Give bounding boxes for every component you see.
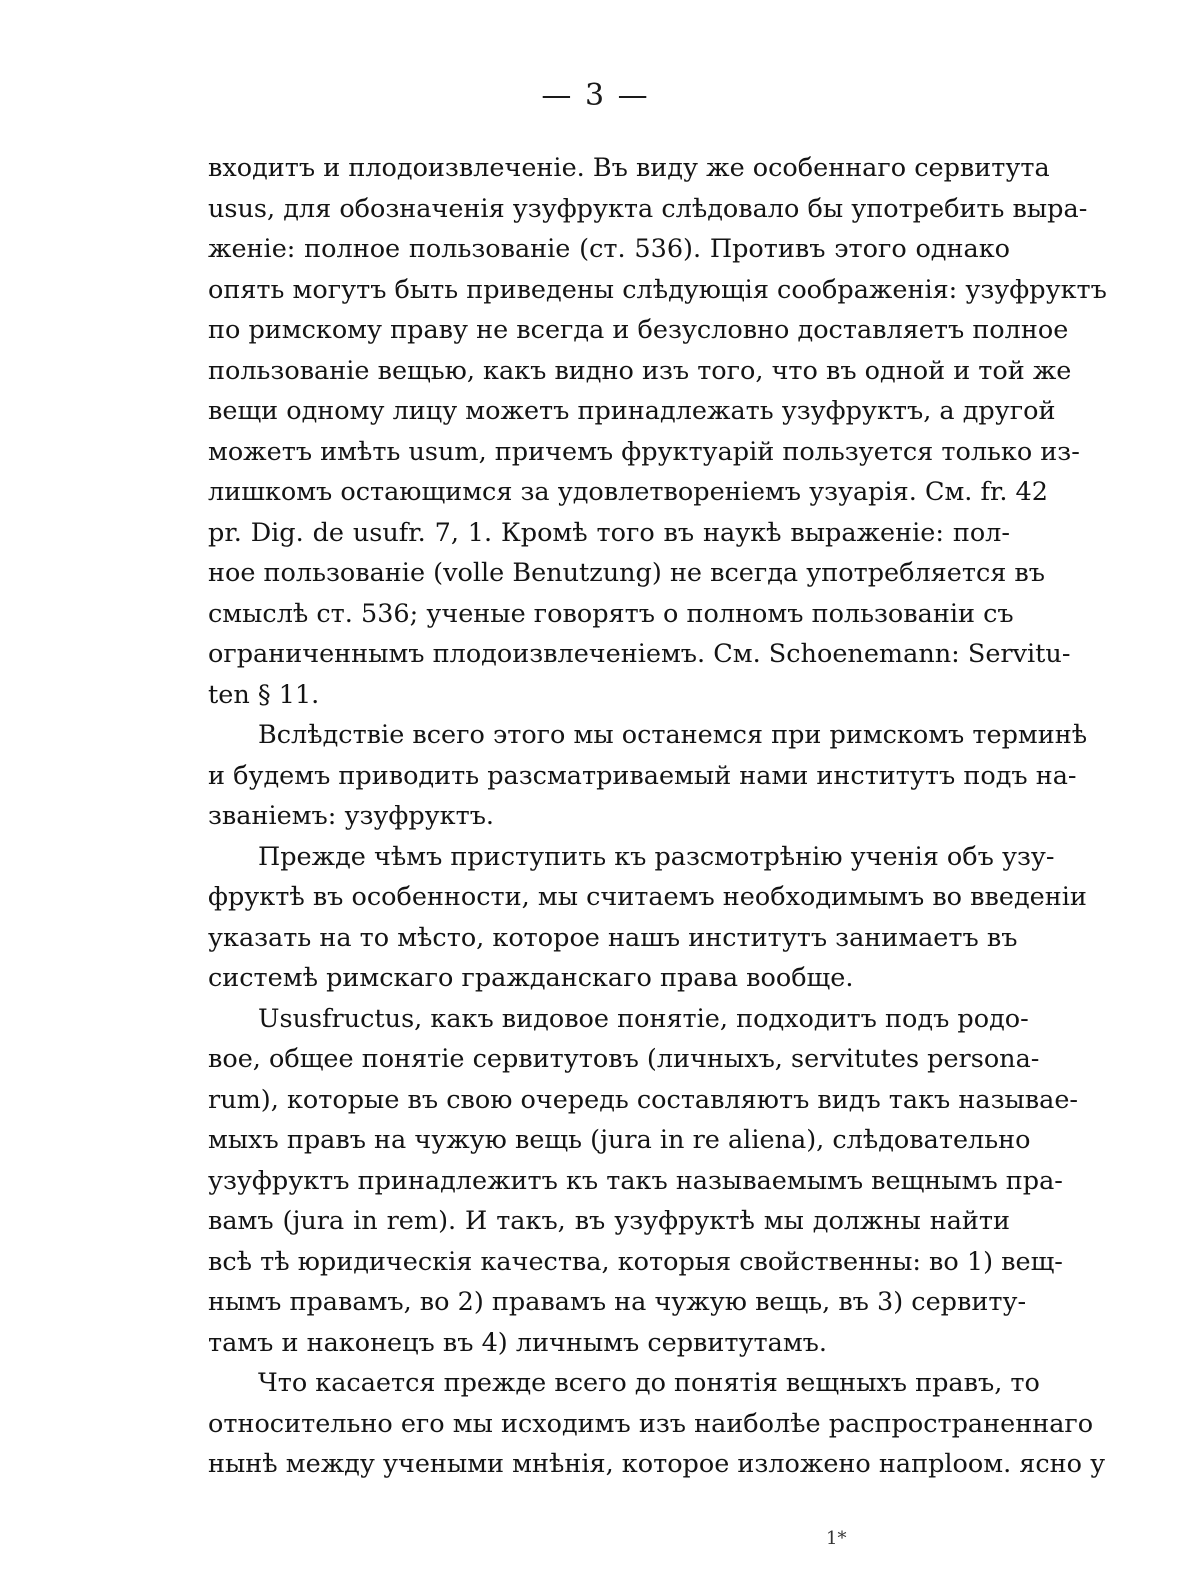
- text-line: вещи одному лицу можетъ принадлежать узуфруктъ, а другой: [208, 396, 1056, 426]
- text-line: указать на то мѣсто, которое нашъ институтъ занимаетъ въ: [208, 922, 1018, 953]
- text-line: rum), которые въ свою очередь составляютъ видъ такъ называе-: [208, 1084, 1079, 1115]
- text-line: usus, для обозначенія узуфрукта слѣдовало бы употребить выра-: [208, 193, 1088, 224]
- text-line: ten § 11.: [208, 679, 320, 710]
- text-line: по римскому праву не всегда и безусловно доставляетъ полное: [208, 315, 1069, 345]
- paragraph-start-line: Вслѣдствіе всего этого мы останемся при римскомъ терминѣ: [258, 720, 1088, 750]
- paragraph-start-line: Ususfructus, какъ видовое понятіе, подходитъ подъ родо-: [258, 1003, 1029, 1034]
- text-line: всѣ тѣ юридическія качества, которыя свойственны: во 1) вещ-: [208, 1246, 1063, 1277]
- text-line: входитъ и плодоизвлеченіе. Въ виду же особеннаго сервитута: [208, 153, 1050, 183]
- text-line: опять могутъ быть приведены слѣдующія соображенія: узуфруктъ: [208, 274, 1107, 305]
- paragraph-start-line: Что касается прежде всего до понятія вещныхъ правъ, то: [258, 1368, 1040, 1398]
- paragraph-start-line: Прежде чѣмъ приступить къ разсмотрѣнію ученія объ узу-: [258, 841, 1055, 872]
- text-line: женіе: полное пользованіе (ст. 536). Противъ этого однако: [208, 234, 1010, 264]
- text-line: можетъ имѣть usum, причемъ фруктуарій пользуется только из-: [208, 436, 1080, 467]
- text-line: ограниченнымъ плодоизвлеченіемъ. См. Schoenemann: Servitu-: [208, 639, 1071, 669]
- text-line: лишкомъ остающимся за удовлетвореніемъ узуарія. См. fr. 42: [208, 477, 1049, 507]
- text-line: вое, общее понятіе сервитутовъ (личныхъ, servitutes persona-: [208, 1044, 1040, 1074]
- text-line: относительно его мы исходимъ изъ наиболѣе распространеннаго: [208, 1408, 1094, 1439]
- text-line: нынѣ между учеными мнѣнія, которое изложено напрlooм. ясно у: [208, 1449, 1106, 1479]
- text-line: нымъ правамъ, во 2) правамъ на чужую вещь, въ 3) сервиту-: [208, 1287, 1027, 1317]
- text-line: и будемъ приводить разсматриваемый нами институтъ подъ на-: [208, 760, 1077, 791]
- text-line: узуфруктъ принадлежитъ къ такъ называемымъ вещнымъ пра-: [208, 1165, 1063, 1196]
- text-line: тамъ и наконецъ въ 4) личнымъ сервитутамъ.: [208, 1327, 827, 1358]
- body-text: [208, 148, 1107, 1485]
- text-line: смыслѣ ст. 536; ученые говорятъ о полномъ пользованіи съ: [208, 598, 1014, 629]
- signature-mark: 1*: [826, 1528, 847, 1549]
- text-line: пользованіе вещью, какъ видно изъ того, что въ одной и той же: [208, 355, 1072, 386]
- text-line: вамъ (jura in rem). И такъ, въ узуфруктѣ мы должны найти: [208, 1206, 1010, 1236]
- text-line: системѣ римскаго гражданскаго права вообще.: [208, 963, 854, 993]
- text-line: ное пользованіе (volle Benutzung) не всегда употребляется въ: [208, 558, 1045, 588]
- text-line: званіемъ: узуфруктъ.: [208, 801, 495, 831]
- text-line: pr. Dig. de usufr. 7, 1. Кромѣ того въ наукѣ выраженіе: пол-: [208, 517, 1010, 548]
- page-number: — 3 —: [541, 78, 650, 113]
- text-line: фруктѣ въ особенности, мы считаемъ необходимымъ во введеніи: [208, 882, 1087, 912]
- text-line: мыхъ правъ на чужую вещь (jura in re aliena), слѣдовательно: [208, 1125, 1031, 1155]
